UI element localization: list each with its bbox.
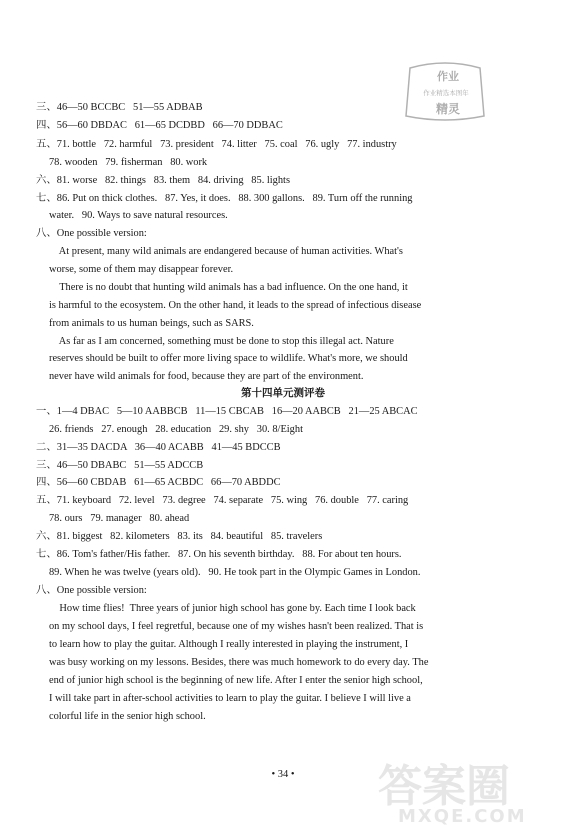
text-line: 三、46—50 BCCBC 51—55 ADBAB <box>36 102 203 113</box>
watermark-main: 答案圈 <box>378 761 510 812</box>
text-line: 八、One possible version: <box>36 585 147 596</box>
section-heading: 第十四单元测评卷 <box>241 387 325 399</box>
essay-line: I will take part in after-school activities to learn to play the guitar. I believe I will live a <box>36 693 411 704</box>
text-line: 三、46—50 DBABC 51—55 ADCCB <box>36 460 204 471</box>
text-line: 六、81. worse 82. things 83. them 84. driving 85. lights <box>36 175 290 186</box>
svg-text:精灵: 精灵 <box>435 102 461 116</box>
text-line: 二、31—35 DACDA 36—40 ACABB 41—45 BDCCB <box>36 442 281 453</box>
essay-line: end of junior high school is the beginning of new life. After I enter the senior high school, <box>36 675 423 686</box>
text-line: 八、One possible version: <box>36 228 147 239</box>
essay-line: never have wild animals for food, because they are part of the environment. <box>36 371 364 382</box>
essay-line: At present, many wild animals are endangered because of human activities. What's <box>36 246 403 257</box>
essay-line: There is no doubt that hunting wild animals has a bad influence. On the one hand, it <box>36 282 408 293</box>
essay-line: reserves should be built to offer more living space to wildlife. What's more, we should <box>36 353 408 364</box>
text-line: water. 90. Ways to save natural resources. <box>36 210 228 221</box>
text-line: 89. When he was twelve (years old). 90. He took part in the Olympic Games in London. <box>36 567 421 578</box>
essay-line: on my school days, I feel regretful, because one of my wishes hasn't been realized. That is <box>36 621 424 632</box>
essay-line: As far as I am concerned, something must be done to stop this illegal act. Nature <box>36 336 394 347</box>
watermark-logo <box>368 744 558 830</box>
essay-line: is harmful to the ecosystem. On the other hand, it leads to the spread of infectious disease <box>36 300 422 311</box>
text-line: 78. wooden 79. fisherman 80. work <box>36 157 208 168</box>
text-line: 78. ours 79. manager 80. ahead <box>36 513 190 524</box>
page-number: • 34 • <box>271 769 295 780</box>
essay-line: How time flies! Three years of junior high school has gone by. Each time I look back <box>36 603 416 614</box>
text-line: 四、56—60 CBDAB 61—65 ACBDC 66—70 ABDDC <box>36 477 281 488</box>
text-line: 七、86. Put on thick clothes. 87. Yes, it does. 88. 300 gallons. 89. Turn off the running <box>36 193 413 204</box>
essay-line: to learn how to play the guitar. Although I really interested in playing the instrument, I <box>36 639 409 650</box>
svg-text:作业精选本图年: 作业精选本图年 <box>423 89 469 97</box>
watermark-sub: MXQE.COM <box>398 806 527 827</box>
essay-line: colorful life in the senior high school. <box>36 711 206 722</box>
text-line: 五、71. bottle 72. harmful 73. president 74. litter 75. coal 76. ugly 77. industry <box>36 139 397 150</box>
essay-line: from animals to us human beings, such as SARS. <box>36 318 254 329</box>
text-line: 一、1—4 DBAC 5—10 AABBCB 11—15 CBCAB 16—20 AABCB 21—25 ABCAC <box>36 406 418 417</box>
essay-line: worse, some of them may disappear forever. <box>36 264 234 275</box>
essay-line: was busy working on my lessons. Besides, there was much homework to do every day. The <box>36 657 429 668</box>
text-line: 六、81. biggest 82. kilometers 83. its 84. beautiful 85. travelers <box>36 531 323 542</box>
text-line: 五、71. keyboard 72. level 73. degree 74. separate 75. wing 76. double 77. caring <box>36 495 409 506</box>
text-line: 七、86. Tom's father/His father. 87. On his seventh birthday. 88. For about ten hours. <box>36 549 402 560</box>
text-line: 四、56—60 DBDAC 61—65 DCDBD 66—70 DDBAC <box>36 120 283 131</box>
stamp-logo <box>402 58 488 124</box>
svg-text:作业: 作业 <box>437 70 459 83</box>
text-line: 26. friends 27. enough 28. education 29. shy 30. 8/Eight <box>36 424 303 435</box>
